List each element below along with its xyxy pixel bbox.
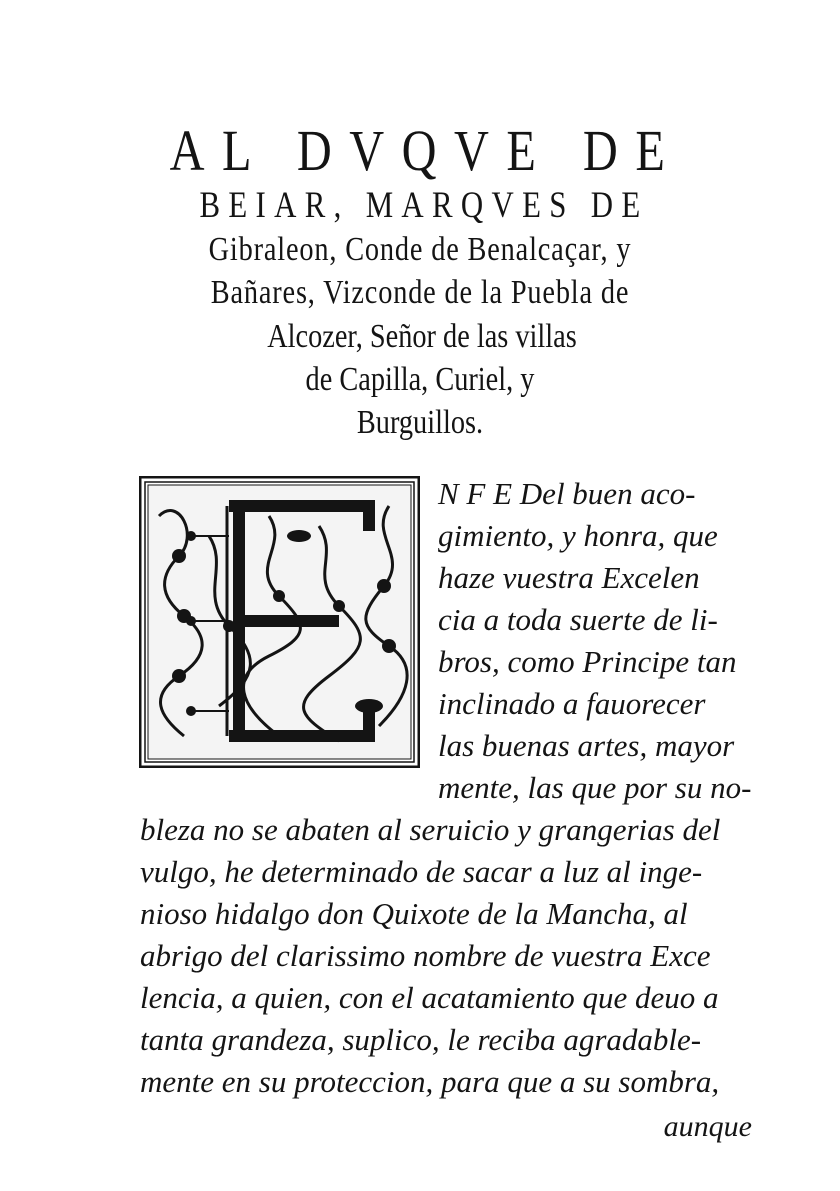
heading-line-3: Gibraleon, Conde de Benalcaçar, y: [208, 231, 632, 268]
ornate-initial-e-icon: [139, 476, 420, 768]
heading-line-7: Burguillos.: [356, 404, 484, 441]
body-line: bleza no se abaten al seruicio y grangerias del: [140, 812, 721, 847]
body-line: haze vuestra Excelen: [438, 560, 700, 595]
body-line: N F E Del buen aco-: [438, 476, 696, 511]
body-line: nioso hidalgo don Quixote de la Mancha, al: [140, 896, 688, 931]
body-line: mente, las que por su no-: [438, 770, 752, 805]
body-line: inclinado a fauorecer: [438, 686, 706, 721]
body-line: bros, como Principe tan: [438, 644, 737, 679]
body-line: mente en su proteccion, para que a su sombra,: [140, 1064, 720, 1099]
body-line: lencia, a quien, con el acatamiento que deuo a: [140, 980, 719, 1015]
body-line: cia a toda suerte de li-: [438, 602, 718, 637]
body-line: gimiento, y honra, que: [438, 518, 718, 553]
heading-line-2: BEIAR, MARQVES DE: [199, 185, 649, 226]
body-line: tanta grandeza, suplico, le reciba agradable-: [140, 1022, 702, 1057]
heading-line-6: de Capilla, Curiel, y: [305, 361, 535, 398]
catchword: aunque: [663, 1110, 752, 1143]
body-line: abrigo del clarissimo nombre de vuestra Exce: [140, 938, 711, 973]
heading-line-5: Alcozer, Señor de las villas: [267, 318, 577, 355]
body-line: vulgo, he determinado de sacar a luz al inge-: [140, 854, 703, 889]
body-line: las buenas artes, mayor: [438, 728, 735, 763]
heading-line-4: Bañares, Vizconde de la Puebla de: [210, 274, 630, 311]
heading-line-1: AL DVQVE DE: [169, 118, 683, 183]
